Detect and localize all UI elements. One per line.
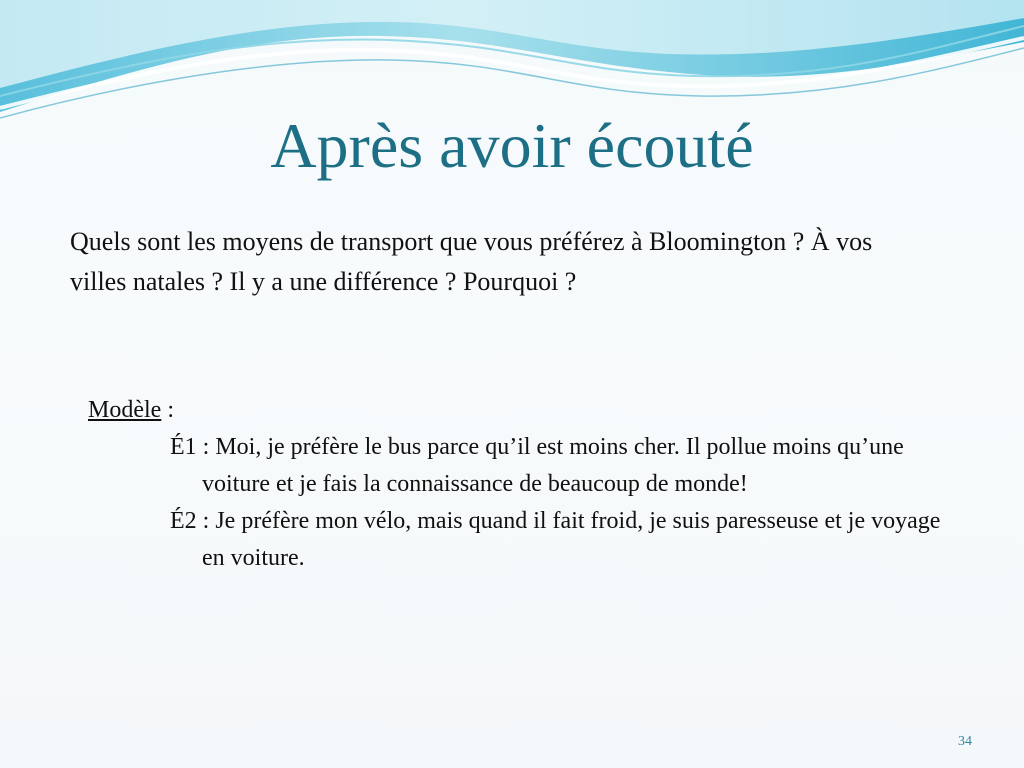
model-example-one: É1 : Moi, je préfère le bus parce qu’il est moins cher. Il pollue moins qu’une voiture et je fais la connaissance de beaucoup de monde! — [170, 434, 904, 497]
model-label: Modèle — [88, 397, 162, 423]
slide-page-number: 34 — [958, 734, 972, 749]
model-answer-block — [88, 392, 948, 577]
model-example-two: É2 : Je préfère mon vélo, mais quand il fait froid, je suis paresseuse et je voyage en voiture. — [170, 508, 941, 571]
model-heading — [88, 392, 948, 429]
slide-title: Après avoir écouté — [270, 110, 754, 181]
model-separator: : — [161, 397, 174, 423]
discussion-question: Quels sont les moyens de transport que vous préférez à Bloomington ? À vos villes natales ? Il y a une différence ? Pourquoi ? — [70, 227, 873, 296]
